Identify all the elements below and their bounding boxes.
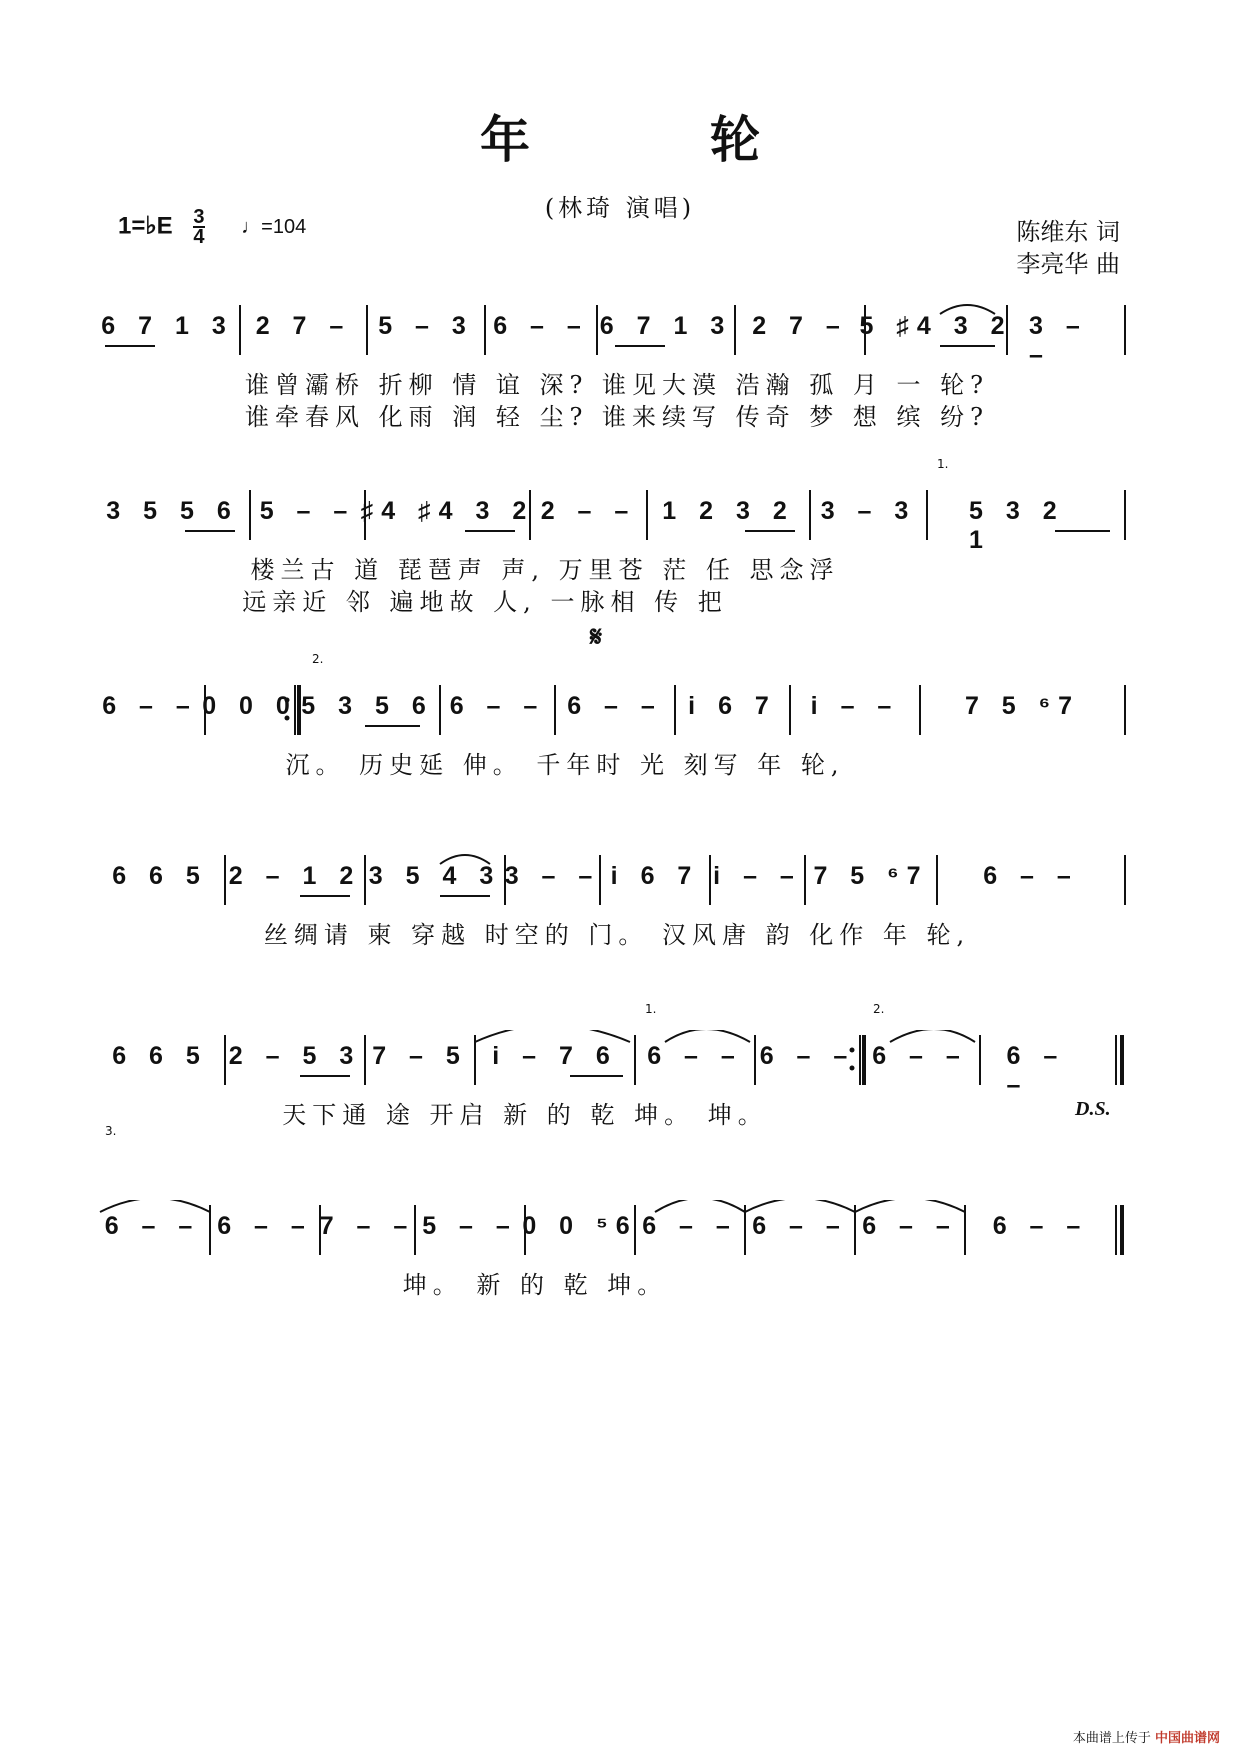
dal-segno-marking: D.S.: [1075, 1098, 1111, 1120]
measure-7: 5 3 2 1: [969, 497, 1065, 554]
measure-3: ♯4 ♯4 3 2: [360, 497, 535, 525]
system-1: [95, 300, 1140, 440]
measure-6: 6 – –: [759, 1042, 856, 1070]
measure-2: 6 – –: [217, 1212, 313, 1240]
measure-5: 6 – –: [647, 1042, 743, 1070]
measure-8: 7 5 ⁶7: [964, 692, 1081, 720]
measure-7: i – –: [810, 692, 900, 720]
measure-6: i 6 7: [688, 692, 777, 720]
site-brand-logo: 中国曲谱网: [1154, 1731, 1220, 1746]
lyrics-line-2: 谁牵春风 化雨 润 轻 尘? 谁来续写 传奇 梦 想 缤 纷?: [244, 403, 990, 431]
lyrics-line-1: 丝绸请 柬 穿越 时空的 门。 汉风唐 韵 化作 年 轮,: [263, 921, 971, 949]
measure-5: 6 – –: [567, 692, 663, 720]
measure-7: 6 – –: [752, 1212, 848, 1240]
site-footer: [1073, 1727, 1220, 1746]
measure-1: 6 – –: [104, 1212, 201, 1240]
lyrics-line-2: 远亲近 邻 遍地故 人, 一脉相 传 把: [242, 588, 728, 616]
measure-4: 6 – –: [493, 312, 589, 340]
measure-3: 5 – 3: [378, 312, 474, 340]
system-3: [95, 620, 1140, 800]
measure-7: 7 5 ⁶7: [813, 862, 929, 890]
measure-5: i 6 7: [610, 862, 700, 890]
system-4: [95, 850, 1140, 970]
time-signature: $\frac{3}{4}$: [193, 206, 205, 248]
volta-1-label: 1.: [645, 1002, 657, 1016]
volta-3-label: 3.: [105, 1124, 117, 1138]
measure-3: 7 – 5: [372, 1042, 468, 1070]
lyrics-line-1: 谁曾灞桥 折柳 情 谊 深? 谁见大漠 浩瀚 孤 月 一 轮?: [244, 371, 990, 399]
system-5: [95, 1002, 1140, 1150]
volta-2-label: 2.: [873, 1002, 885, 1016]
lyrics-line-1: 坤。 新 的 乾 坤。: [402, 1271, 668, 1299]
song-title: [0, 100, 1240, 172]
measure-9: 6 – –: [992, 1212, 1089, 1240]
segno-sign: 𝄋: [590, 620, 603, 653]
measure-4: 6 – –: [449, 692, 546, 720]
measure-4: i – 7 6: [492, 1042, 618, 1070]
lyricist-credit: 陈维东 词: [1016, 218, 1120, 246]
measure-8: 3 – –: [1029, 312, 1088, 369]
measure-8: 6 – –: [983, 862, 1079, 890]
measure-3: 3 5 4 3: [368, 862, 502, 890]
lyrics-line-1: 天下通 途 开启 新 的 乾 坤。 坤。: [282, 1101, 768, 1129]
measure-2: 0 0 0: [202, 692, 298, 720]
title-char-2: 轮: [710, 111, 760, 169]
measure-1: 6 7 1 3: [101, 312, 234, 340]
measure-5: 0 0 ⁵6: [522, 1212, 638, 1240]
system-6: [95, 1124, 1140, 1320]
measure-5: 6 7 1 3: [599, 312, 733, 340]
lyrics-line-1: 楼兰古 道 琵琶声 声, 万里苍 茫 任 思念浮: [250, 556, 840, 584]
measure-1: 6 6 5: [112, 862, 208, 890]
key-signature: 1=♭E: [118, 212, 173, 240]
key-and-tempo: [118, 208, 306, 246]
measure-2: 5 – –: [259, 497, 356, 525]
measure-4: 5 – –: [422, 1212, 518, 1240]
composer-credit: 李亮华 曲: [1016, 250, 1120, 278]
lyrics-line-1: 沉。 历史延 伸。 千年时 光 刻写 年 轮,: [285, 751, 845, 779]
measure-4: 2 – –: [540, 497, 637, 525]
measure-2: 2 – 5 3: [228, 1042, 362, 1070]
title-char-1: 年: [480, 111, 530, 169]
measure-6: 2 7 –: [752, 312, 848, 340]
measure-1: 6 6 5: [112, 1042, 208, 1070]
measure-3: 5 3 5 6: [301, 692, 434, 720]
measure-2: 2 – 1 2: [228, 862, 362, 890]
measure-6: 6 – –: [642, 1212, 738, 1240]
volta-2-label: 2.: [312, 652, 324, 666]
measure-1: 3 5 5 6: [106, 497, 239, 525]
measure-1: 6 – –: [102, 692, 198, 720]
measure-6: 3 – 3: [820, 497, 917, 525]
measure-7: 5 ♯4 3 2: [859, 312, 1013, 340]
measure-4: 3 – –: [504, 862, 601, 890]
measure-7: 6 – –: [872, 1042, 968, 1070]
measure-2: 2 7 –: [255, 312, 352, 340]
volta-1-label: 1.: [937, 457, 949, 471]
measure-3: 7 – –: [319, 1212, 416, 1240]
tempo-marking: ♩=104: [241, 216, 307, 239]
system-2: [95, 457, 1140, 625]
footer-prefix: 本曲谱上传于: [1072, 1731, 1151, 1746]
measure-6: i – –: [713, 862, 802, 890]
measure-5: 1 2 3 2: [662, 497, 795, 525]
measure-8: 6 – –: [862, 1212, 958, 1240]
measure-8: 6 – –: [1006, 1042, 1066, 1099]
performer-subtitle: (林琦 演唱): [544, 194, 696, 222]
